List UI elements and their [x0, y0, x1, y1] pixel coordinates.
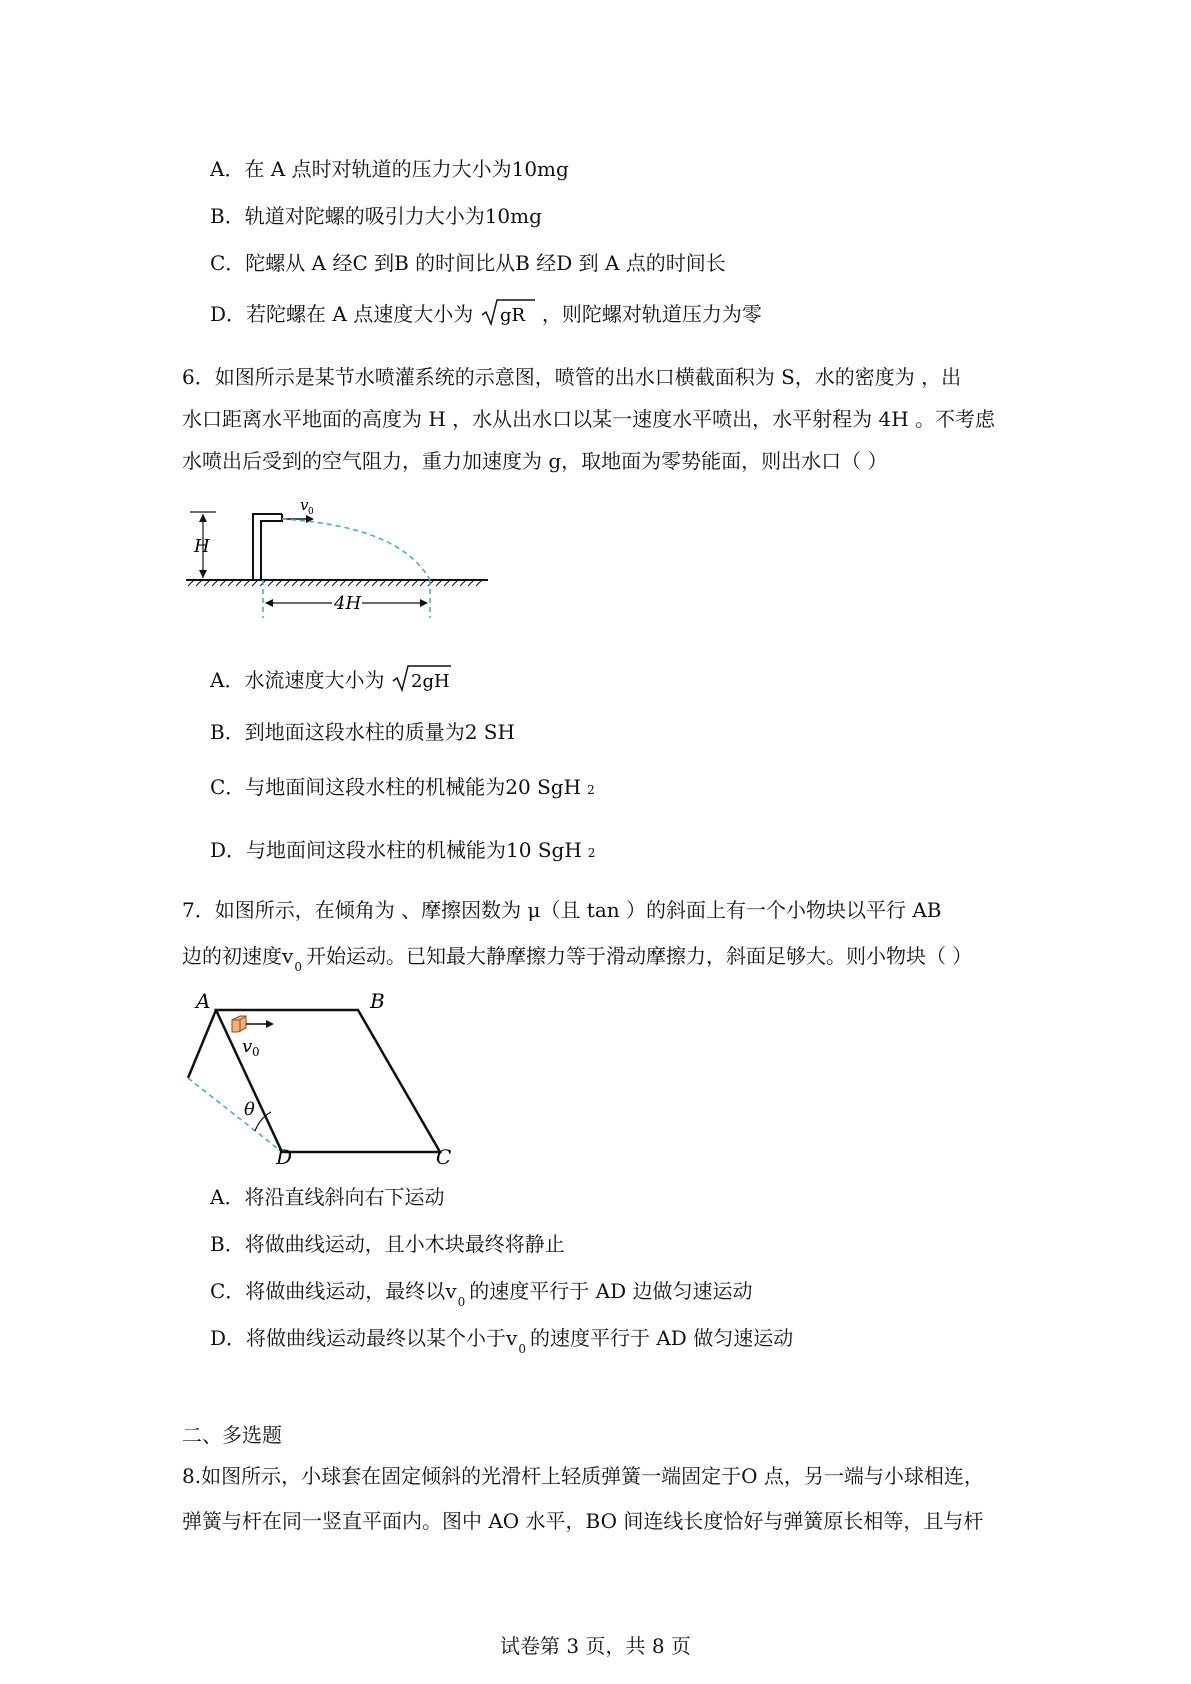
- section-title: 二、多选题: [182, 1423, 282, 1447]
- q5-option-d: [210, 297, 762, 334]
- q7-figure: [180, 990, 480, 1166]
- block: [232, 1016, 246, 1032]
- q7-option-c-post: 的速度平行于 AD 边做匀速运动: [469, 1279, 753, 1303]
- q7-option-b: B．将做曲线运动，且小木块最终将静止: [210, 1232, 565, 1256]
- q6-option-b: B．到地面这段水柱的质量为2 SH: [210, 720, 515, 744]
- label-B: B: [370, 990, 385, 1013]
- q7-option-c: [210, 1277, 752, 1308]
- q5-d-radicand: gR: [499, 305, 525, 326]
- q5-option-c: C．陀螺从 A 经C 到B 的时间比从B 经D 到 A 点的时间长: [210, 251, 726, 275]
- q7-v-symbol: v: [282, 944, 294, 968]
- q8-stem-line-2: 弹簧与杆在同一竖直平面内。图中 AO 水平，BO 间连线长度恰好与弹簧原长相等，且与杆: [182, 1509, 984, 1533]
- label-v0: v: [300, 496, 309, 514]
- label-v0: v: [242, 1036, 253, 1057]
- height-arrow-head-down: [199, 570, 207, 578]
- q7-option-c-pre: C．将做曲线运动，最终以: [210, 1279, 446, 1303]
- q7-option-d-pre: D．将做曲线运动最终以某个小于: [210, 1326, 507, 1350]
- q7-option-d-post: 的速度平行于 AD 做匀速运动: [530, 1326, 794, 1350]
- q6-option-a-prefix: A．水流速度大小为: [210, 668, 385, 692]
- v0-arrow-head: [266, 1020, 274, 1028]
- q7-stem-line-2-pre: 边的初速度: [182, 944, 282, 968]
- q6-option-c: [210, 773, 595, 804]
- q7-option-d: [210, 1324, 793, 1355]
- q5-option-d-suffix: ，则陀螺对轨道压力为零: [541, 302, 762, 326]
- label-H: H: [194, 536, 210, 557]
- label-C: C: [436, 1145, 452, 1166]
- q6-option-d-exp: 2: [587, 846, 596, 860]
- range-arrow-head-right: [420, 599, 428, 607]
- water-trajectory: [282, 519, 430, 580]
- label-4H: 4H: [334, 593, 362, 614]
- label-theta: θ: [244, 1099, 255, 1120]
- label-v0-sub: 0: [308, 507, 314, 517]
- q7-option-d-v-sub: 0: [518, 1342, 526, 1356]
- q8-stem-line-1: 8.如图所示，小球套在固定倾斜的光滑杆上轻质弹簧一端固定于O 点，另一端与小球相连，: [182, 1464, 984, 1488]
- q7-stem-line-2: [182, 942, 972, 973]
- pipe-inner: [261, 514, 282, 580]
- q7-stem-line-2-post: 开始运动。已知最大静摩擦力等于滑动摩擦力，斜面足够大。则小物块（ ）: [305, 944, 973, 968]
- q6-option-a: [210, 663, 453, 700]
- q6-stem-line-3: 水喷出后受到的空气阻力，重力加速度为 g，取地面为零势能面，则出水口（ ）: [182, 449, 888, 473]
- q7-option-c-v: v: [445, 1279, 457, 1303]
- q6-option-c-exp: 2: [587, 783, 595, 797]
- q6-option-d-text: D．与地面间这段水柱的机械能为10 SgH: [210, 838, 582, 862]
- sqrt-radical: [480, 297, 536, 334]
- sqrt-radical: [391, 663, 453, 700]
- q7-stem-line-1: 7．如图所示，在倾角为 、摩擦因数为 μ（且 tan ）的斜面上有一个小物块以平行 AB: [182, 898, 942, 922]
- pipe-outer: [253, 514, 282, 580]
- q7-option-c-v-sub: 0: [457, 1295, 466, 1309]
- q5-option-d-prefix: D．若陀螺在 A 点速度大小为: [210, 302, 474, 326]
- incline-base-dash: [188, 1078, 282, 1152]
- q5-option-b: B．轨道对陀螺的吸引力大小为10mg: [210, 204, 542, 228]
- q7-option-a: A．将沿直线斜向右下运动: [210, 1185, 445, 1209]
- q6-stem-line-2: 水口距离水平地面的高度为 H ，水从出水口以某一速度水平喷出，水平射程为 4H 。不考虑: [182, 407, 996, 431]
- q6-a-radicand: 2gH: [410, 671, 450, 692]
- height-arrow-head-up: [199, 514, 207, 522]
- q6-figure: [180, 490, 500, 640]
- q6-option-c-text: C．与地面间这段水柱的机械能为20 SgH: [210, 775, 582, 799]
- q7-option-d-v: v: [506, 1326, 518, 1350]
- label-D: D: [276, 1145, 293, 1166]
- incline-face: [216, 1010, 440, 1152]
- incline-side-edge: [188, 1010, 216, 1078]
- page-footer: 试卷第 3 页，共 8 页: [500, 1634, 691, 1658]
- q6-stem-line-1: 6．如图所示是某节水喷灌系统的示意图，喷管的出水口横截面积为 S，水的密度为 ，出: [182, 365, 962, 389]
- q6-option-d: [210, 836, 595, 867]
- q7-v-sub: 0: [294, 960, 302, 974]
- range-arrow-head-left: [265, 599, 273, 607]
- label-A: A: [196, 990, 211, 1013]
- label-v0-sub: 0: [252, 1045, 260, 1059]
- q5-option-a: A．在 A 点时对轨道的压力大小为10mg: [210, 157, 569, 181]
